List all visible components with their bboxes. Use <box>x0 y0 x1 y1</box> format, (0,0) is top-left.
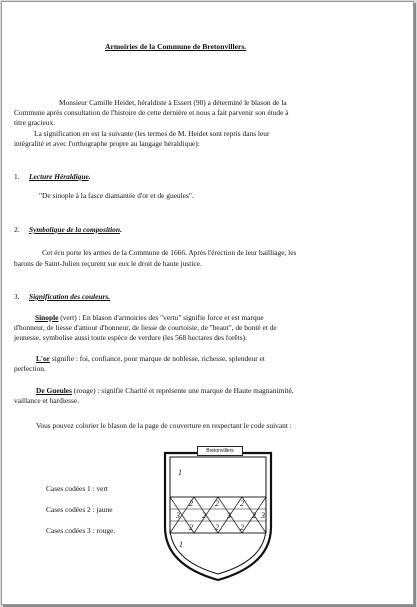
row3-cell-3: 2 <box>240 523 244 532</box>
shield-bottom-label: 1 <box>179 540 183 549</box>
row2-cell-2: 2 <box>202 511 206 520</box>
code-3: Cases codées 3 : rouge. <box>46 526 116 535</box>
section-1-heading-end: . <box>88 172 91 181</box>
section-2-line-2: barons de Saint-Julien reçurent sur eux le droit de haute justice. <box>14 259 202 268</box>
or-term: L'or <box>36 354 50 363</box>
gueules-line-1 <box>36 386 294 396</box>
row3-cell-1: 2 <box>189 523 193 532</box>
section-1-heading <box>29 172 91 182</box>
shield-banner: Bretonvillers <box>197 446 243 456</box>
sinople-text: (vert) : En blason d'armoiries des "vertu" signifie force et est marque <box>58 313 264 322</box>
row1-cell-3: 2 <box>240 499 244 508</box>
intro-line-3: titre gracieux. <box>14 118 56 127</box>
section-1-number: 1. <box>14 172 20 181</box>
section-2-heading <box>29 225 122 235</box>
document-frame <box>1 1 414 605</box>
section-1-heading-text: Lecture Héraldique <box>29 172 89 181</box>
gueules-line-2: vaillance et hardiesse. <box>14 396 80 405</box>
sinople-line-2: d'honneur, de liesse d'amour d'honneur, de liesse de courtoisie, de "beaut", de bonté et de <box>14 323 277 332</box>
sinople-line-1 <box>35 313 264 323</box>
page-title: Armoiries de la Commune de Bretonvillers. <box>105 42 247 51</box>
row3-cell-2: 2 <box>215 523 219 532</box>
or-line-1 <box>36 354 265 364</box>
row2-cell-1: 3 <box>176 511 180 520</box>
coloring-note: Vous pouvez colorier le blason de la page de couverture en respectant le code suivant : <box>36 421 292 430</box>
code-2: Cases codées 2 : jaune <box>46 505 113 514</box>
intro-line-1: Monsieur Camille Heidet, héraldiste à Essert (90) a déterminé le blason de la <box>59 98 287 107</box>
shield-drawing <box>162 445 274 583</box>
row2-cell-5: 3 <box>261 511 265 520</box>
row1-cell-2: 2 <box>215 499 219 508</box>
section-2-line-1: Cet écu porte les armes de la Commune de 1666. Après l'érection de leur bailliage, les <box>42 248 297 257</box>
or-line-2: perfection. <box>14 364 46 373</box>
section-3-number: 3. <box>14 292 20 301</box>
or-text: signifie : foi, confiance, pour marque de noblesse, richesse, splendeur et <box>49 354 265 363</box>
intro-line-2: Commune après consultation de l'histoire de cette dernière et nous a fait parvenir son étude à <box>14 108 289 117</box>
gueules-term: De Gueules <box>36 386 72 395</box>
section-1-text: "De sinople à la fasce diamantée d'or et de gueules". <box>39 191 194 200</box>
shield-top-label: 1 <box>178 468 182 477</box>
sinople-term: Sinople <box>35 313 59 322</box>
intro-line-5: intégralité et avec l'orthographe propre au langage héraldique): <box>14 139 200 148</box>
gueules-text: (rouge) : signifie Charité et représente une marque de Haute magnanimité, <box>71 386 294 395</box>
section-3-heading: Signification des couleurs. <box>29 292 111 301</box>
row1-cell-1: 2 <box>189 499 193 508</box>
section-2-heading-end: . <box>119 225 122 234</box>
coat-of-arms <box>162 445 274 583</box>
section-2-heading-text: Symbolique de la composition <box>29 225 120 234</box>
code-1: Cases codées 1 : vert <box>46 484 108 493</box>
row2-cell-3: 3 <box>227 511 231 520</box>
intro-line-4: La signification en est la suivante (les termes de M. Heidet sont repris dans leur <box>34 129 270 138</box>
section-2-number: 2. <box>14 225 20 234</box>
row2-cell-4: 2 <box>252 511 256 520</box>
sinople-line-3: jeunesse, symbolise aussi toute espèce de verdure (les 568 hectares des forêts). <box>14 333 247 342</box>
document-page <box>2 2 413 604</box>
